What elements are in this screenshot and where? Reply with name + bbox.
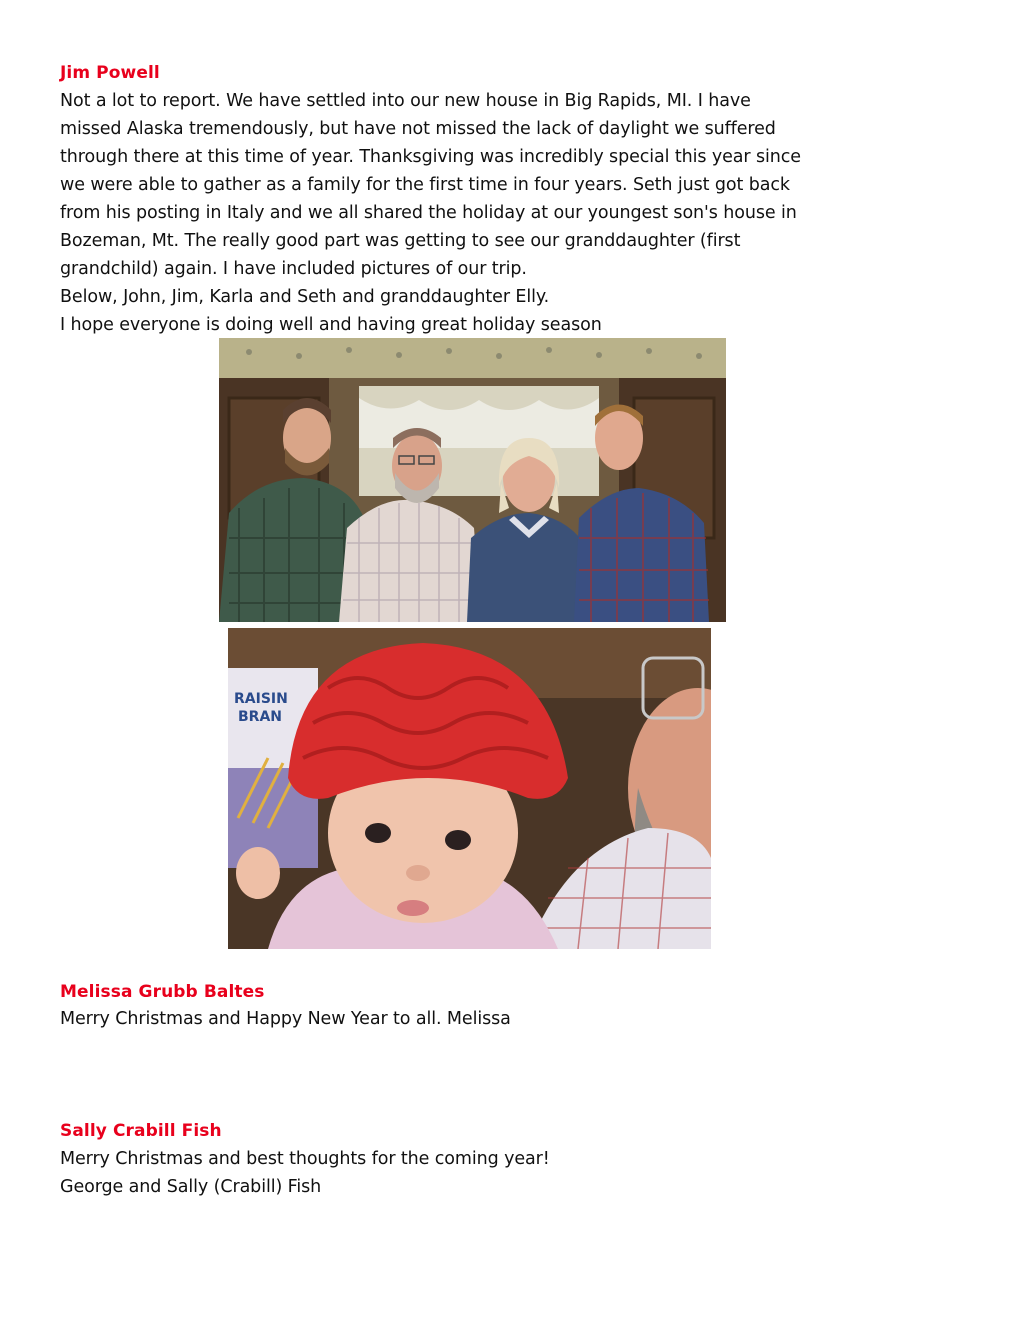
body-line: grandchild) again. I have included pictures of our trip. (60, 259, 527, 279)
body-line: Merry Christmas and Happy New Year to all. Melissa (60, 1009, 511, 1029)
section-heading-jim-powell: Jim Powell (60, 63, 160, 83)
body-line: from his posting in Italy and we all shared the holiday at our youngest son's house in (60, 203, 797, 223)
body-line: Not a lot to report. We have settled into our new house in Big Rapids, MI. I have (60, 91, 751, 111)
body-line: missed Alaska tremendously, but have not missed the lack of daylight we suffered (60, 119, 776, 139)
family-group-photo (219, 338, 726, 622)
baby-red-hat-photo (228, 628, 711, 949)
body-line: through there at this time of year. Thanksgiving was incredibly special this year since (60, 147, 801, 167)
box-text-line1: RAISIN (234, 691, 288, 707)
section-heading-melissa-grubb-baltes: Melissa Grubb Baltes (60, 982, 265, 1002)
body-line: Merry Christmas and best thoughts for the coming year! (60, 1149, 550, 1169)
body-line: George and Sally (Crabill) Fish (60, 1177, 322, 1197)
section-heading-sally-crabill-fish: Sally Crabill Fish (60, 1121, 222, 1141)
body-line: Bozeman, Mt. The really good part was getting to see our granddaughter (first (60, 231, 741, 251)
body-line: Below, John, Jim, Karla and Seth and granddaughter Elly. (60, 287, 550, 307)
body-line: we were able to gather as a family for the first time in four years. Seth just got back (60, 175, 790, 195)
body-line: I hope everyone is doing well and having great holiday season (60, 315, 602, 335)
box-text-line2: BRAN (238, 709, 283, 725)
